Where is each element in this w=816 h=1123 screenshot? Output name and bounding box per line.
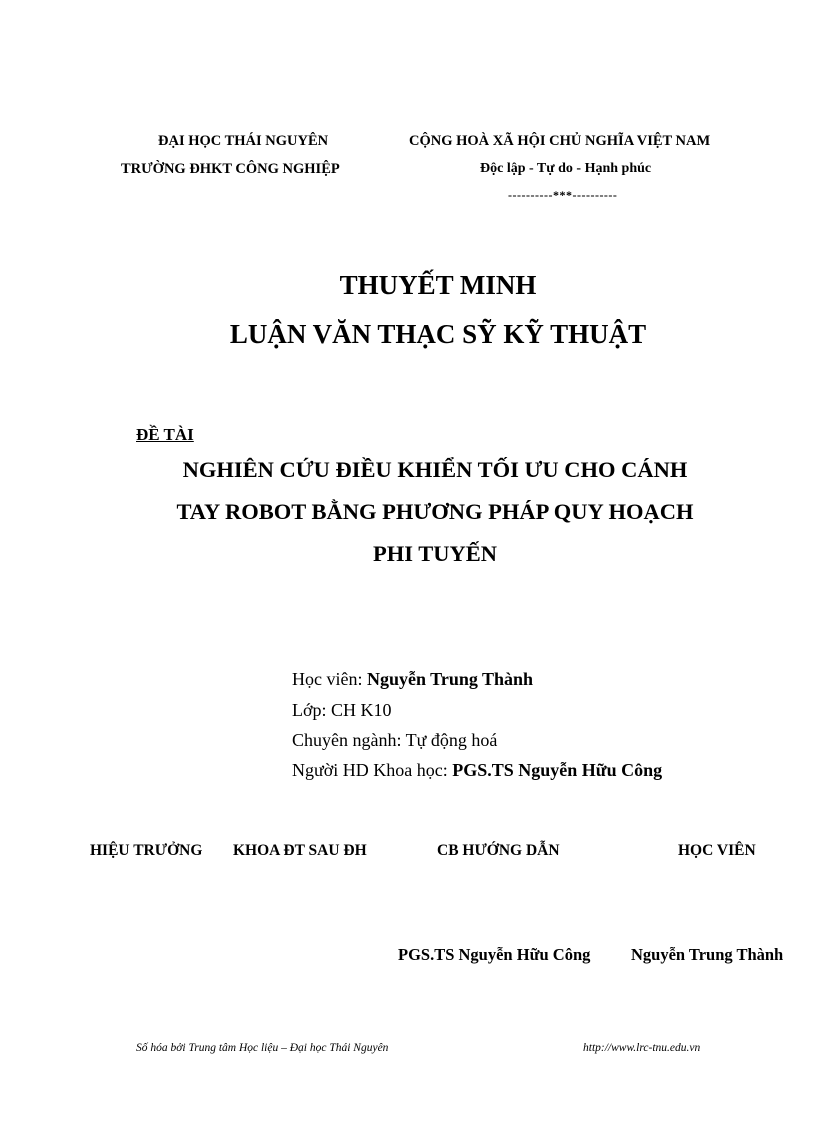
thesis-title: LUẬN VĂN THẠC SỸ KỸ THUẬT	[229, 319, 647, 349]
major-value: Tự động hoá	[405, 730, 498, 750]
motto-separator: ----------***----------	[508, 188, 618, 202]
signature-advisor: CB HƯỚNG DẪN	[437, 842, 560, 859]
student-label: Học viên:	[292, 669, 367, 689]
advisor-value: PGS.TS Nguyễn Hữu Công	[452, 760, 663, 780]
major-row	[292, 730, 497, 751]
topic-label: ĐỀ TÀI	[136, 425, 194, 444]
student-row	[292, 669, 533, 690]
topic-line-1: NGHIÊN CỨU ĐIỀU KHIỂN TỐI ƯU CHO CÁNH	[182, 457, 688, 482]
major-label: Chuyên ngành:	[292, 730, 406, 750]
class-row	[292, 700, 392, 721]
signature-rector: HIỆU TRƯỞNG	[90, 842, 203, 859]
footer-digitized-by: Số hóa bởi Trung tâm Học liệu – Đại học Thái Nguyên	[136, 1042, 389, 1054]
student-signature-name: Nguyễn Trung Thành	[631, 945, 784, 964]
school-name: TRƯỜNG ĐHKT CÔNG NGHIỆP	[121, 161, 340, 177]
university-name: ĐẠI HỌC THÁI NGUYÊN	[158, 133, 329, 149]
signature-faculty: KHOA ĐT SAU ĐH	[233, 842, 367, 859]
document-type-title: THUYẾT MINH	[339, 270, 537, 300]
student-value: Nguyễn Trung Thành	[366, 669, 534, 689]
signature-student: HỌC VIÊN	[678, 842, 756, 859]
topic-line-2: TAY ROBOT BẰNG PHƯƠNG PHÁP QUY HOẠCH	[176, 499, 694, 524]
motto: Độc lập - Tự do - Hạnh phúc	[480, 161, 652, 176]
country-name: CỘNG HOÀ XÃ HỘI CHỦ NGHĨA VIỆT NAM	[409, 133, 711, 149]
advisor-row	[292, 760, 662, 781]
topic-line-3: PHI TUYẾN	[373, 541, 497, 566]
footer-url[interactable]: http://www.lrc-tnu.edu.vn	[583, 1042, 701, 1054]
class-value: CH K10	[331, 700, 392, 720]
class-label: Lớp:	[292, 700, 332, 720]
advisor-label: Người HD Khoa học:	[292, 760, 453, 780]
advisor-signature-name: PGS.TS Nguyễn Hữu Công	[398, 945, 591, 964]
